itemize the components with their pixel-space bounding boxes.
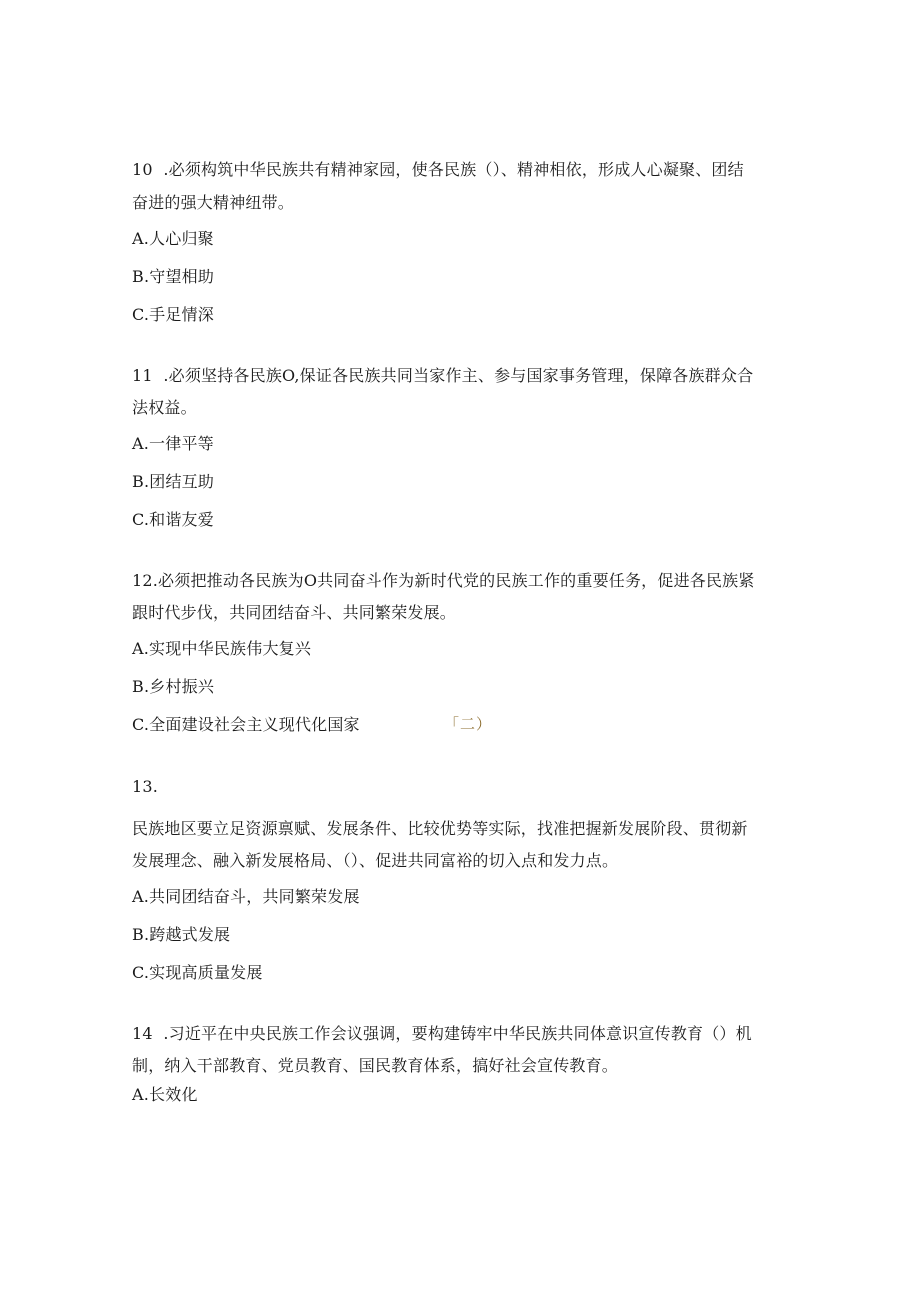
question-13-stem-line-2: 发展理念、融入新发展格局、（）、促进共同富裕的切入点和发力点。: [132, 851, 619, 870]
question-13-option-c: C.实现高质量发展: [132, 963, 263, 982]
question-12-stem-line-2: 跟时代步伐，共同团结奋斗、共同繁荣发展。: [132, 603, 457, 622]
question-10-stem-line-1: 10 .必须构筑中华民族共有精神家园，使各民族（）、精神相依，形成人心凝聚、团结: [132, 160, 744, 179]
question-10-option-a: A.人心归聚: [132, 229, 214, 248]
question-10-stem-line-2: 奋进的强大精神纽带。: [132, 193, 295, 212]
question-12-option-a: A.实现中华民族伟大复兴: [132, 639, 312, 658]
question-12-option-c: C.全面建设社会主义现代化国家: [132, 715, 360, 734]
question-13-option-a: A.共同团结奋斗，共同繁荣发展: [132, 887, 360, 906]
margin-mark: 「二）: [444, 715, 493, 733]
question-12-stem-line-1: 12.必须把推动各民族为O共同奋斗作为新时代党的民族工作的重要任务，促进各民族紧: [132, 571, 755, 590]
question-11-option-c: C.和谐友爱: [132, 510, 214, 529]
question-11-option-a: A.一律平等: [132, 434, 214, 453]
question-10-option-b: B.守望相助: [132, 267, 215, 286]
question-11-stem-line-1: 11 .必须坚持各民族O,保证各民族共同当家作主、参与国家事务管理，保障各族群众合: [132, 366, 754, 385]
question-14-option-a: A.长效化: [132, 1085, 198, 1104]
question-14-stem-line-2: 制，纳入干部教育、党员教育、国民教育体系，搞好社会宣传教育。: [132, 1056, 619, 1075]
question-13-option-b: B.跨越式发展: [132, 925, 231, 944]
question-12-option-b: B.乡村振兴: [132, 677, 215, 696]
question-13-number: 13.: [132, 777, 159, 796]
question-13-stem-line-1: 民族地区要立足资源禀赋、发展条件、比较优势等实际，找准把握新发展阶段、贯彻新: [132, 819, 748, 838]
question-14-stem-line-1: 14 .习近平在中央民族工作会议强调，要构建铸牢中华民族共同体意识宣传教育（）机: [132, 1024, 752, 1043]
question-11-option-b: B.团结互助: [132, 472, 215, 491]
question-10-option-c: C.手足情深: [132, 305, 214, 324]
question-11-stem-line-2: 法权益。: [132, 398, 197, 417]
